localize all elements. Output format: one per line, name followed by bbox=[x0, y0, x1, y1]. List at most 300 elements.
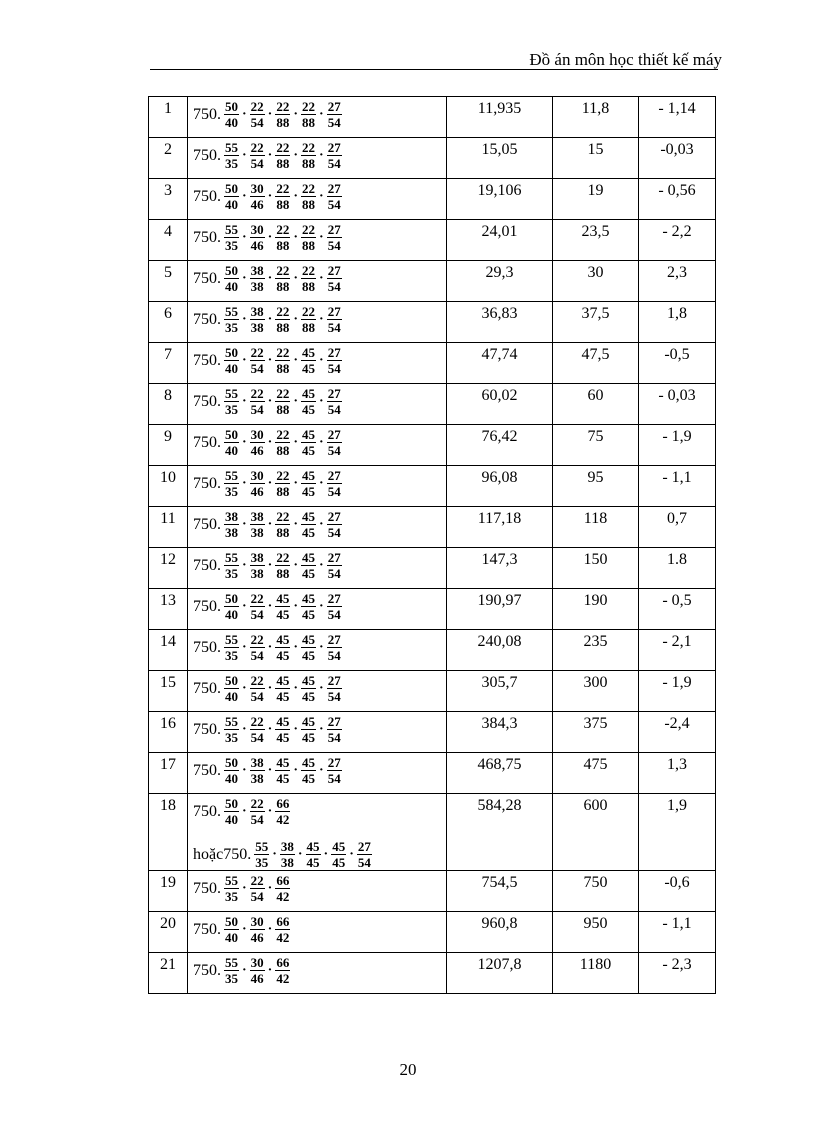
formula-cell bbox=[188, 589, 447, 630]
formula-line bbox=[188, 261, 446, 294]
standard-value-cell: 950 bbox=[553, 912, 639, 953]
fraction-denominator: 54 bbox=[327, 115, 341, 130]
multiply-dot: · bbox=[319, 393, 324, 409]
fraction-numerator: 50 bbox=[225, 914, 238, 929]
fraction-numerator: 38 bbox=[250, 304, 264, 319]
multiply-dot: · bbox=[242, 921, 247, 937]
formula-coefficient: 750. bbox=[193, 515, 221, 533]
multiply-dot: · bbox=[242, 106, 247, 122]
fraction-numerator: 30 bbox=[250, 427, 264, 442]
formula-cell bbox=[188, 912, 447, 953]
calculated-value-cell: 1207,8 bbox=[447, 953, 553, 994]
standard-value-cell: 37,5 bbox=[553, 302, 639, 343]
multiply-dot: · bbox=[242, 762, 247, 778]
multiply-dot: · bbox=[293, 598, 299, 614]
standard-value-cell: 150 bbox=[553, 548, 639, 589]
gear-ratio-fraction bbox=[327, 755, 342, 786]
fraction-denominator: 54 bbox=[327, 238, 341, 253]
gear-ratio-fraction bbox=[327, 140, 342, 171]
error-percent-cell: - 2,1 bbox=[639, 630, 716, 671]
gear-ratio-fraction bbox=[250, 673, 265, 704]
fraction-numerator: 38 bbox=[250, 550, 264, 565]
error-percent-cell: 1.8 bbox=[639, 548, 716, 589]
standard-value-cell: 235 bbox=[553, 630, 639, 671]
fraction-denominator: 54 bbox=[327, 156, 341, 171]
fraction-denominator: 54 bbox=[327, 402, 341, 417]
fraction-numerator: 50 bbox=[225, 591, 238, 606]
gear-ratio-fraction bbox=[250, 222, 265, 253]
row-index-cell: 16 bbox=[149, 712, 188, 753]
table-row bbox=[149, 138, 716, 179]
multiply-dot: · bbox=[242, 639, 247, 655]
calculated-value-cell: 96,08 bbox=[447, 466, 553, 507]
fraction-denominator: 88 bbox=[276, 320, 290, 335]
formula-cell bbox=[188, 794, 447, 871]
gear-ratio-fraction bbox=[224, 181, 239, 212]
fraction-denominator: 54 bbox=[327, 648, 341, 663]
ratio-table-body bbox=[149, 97, 716, 994]
gear-ratio-fraction bbox=[224, 591, 239, 622]
fraction-numerator: 22 bbox=[276, 427, 290, 442]
fraction-numerator: 22 bbox=[250, 796, 264, 811]
multiply-dot: · bbox=[267, 147, 273, 163]
multiply-dot: · bbox=[319, 598, 324, 614]
fraction-numerator: 50 bbox=[225, 99, 238, 114]
formula-coefficient: 750. bbox=[193, 105, 221, 123]
table-row bbox=[149, 953, 716, 994]
fraction-numerator: 27 bbox=[327, 550, 341, 565]
fraction-numerator: 27 bbox=[327, 222, 341, 237]
multiply-dot: · bbox=[267, 311, 273, 327]
gear-ratio-fraction bbox=[301, 632, 316, 663]
error-percent-cell: - 2,2 bbox=[639, 220, 716, 261]
fraction-denominator: 46 bbox=[250, 484, 264, 499]
formula-coefficient: 750. bbox=[193, 556, 221, 574]
fraction-numerator: 22 bbox=[302, 304, 316, 319]
formula-cell bbox=[188, 548, 447, 589]
fraction-denominator: 54 bbox=[327, 771, 341, 786]
formula-cell bbox=[188, 712, 447, 753]
standard-value-cell: 60 bbox=[553, 384, 639, 425]
formula-cell bbox=[188, 953, 447, 994]
formula-line bbox=[188, 953, 446, 986]
fraction-numerator: 45 bbox=[332, 839, 346, 854]
formula-line bbox=[188, 871, 446, 904]
fraction-numerator: 50 bbox=[225, 673, 238, 688]
fraction-denominator: 54 bbox=[327, 484, 341, 499]
fraction-numerator: 22 bbox=[250, 673, 264, 688]
table-row bbox=[149, 97, 716, 138]
table-row bbox=[149, 871, 716, 912]
page-header-title: Đồ án môn học thiết kế máy bbox=[529, 50, 722, 69]
fraction-numerator: 22 bbox=[302, 140, 316, 155]
row-index-cell: 9 bbox=[149, 425, 188, 466]
gear-ratio-fraction bbox=[250, 955, 265, 986]
multiply-dot: · bbox=[267, 229, 273, 245]
table-row bbox=[149, 261, 716, 302]
formula-coefficient: 750. bbox=[193, 961, 221, 979]
fraction-denominator: 35 bbox=[225, 156, 238, 171]
standard-value-cell: 23,5 bbox=[553, 220, 639, 261]
gear-ratio-fraction bbox=[327, 509, 342, 540]
formula-line bbox=[188, 589, 446, 622]
gear-ratio-fraction bbox=[327, 673, 342, 704]
gear-ratio-fraction bbox=[327, 632, 342, 663]
table-row bbox=[149, 753, 716, 794]
calculated-value-cell: 15,05 bbox=[447, 138, 553, 179]
fraction-denominator: 42 bbox=[276, 930, 290, 945]
multiply-dot: · bbox=[319, 557, 324, 573]
fraction-denominator: 88 bbox=[276, 443, 290, 458]
formula-line bbox=[188, 630, 446, 663]
row-index-cell: 7 bbox=[149, 343, 188, 384]
standard-value-cell: 375 bbox=[553, 712, 639, 753]
table-row bbox=[149, 384, 716, 425]
formula-coefficient: 750. bbox=[193, 187, 221, 205]
fraction-denominator: 40 bbox=[225, 812, 238, 827]
fraction-denominator: 45 bbox=[302, 771, 316, 786]
fraction-numerator: 50 bbox=[225, 263, 238, 278]
multiply-dot: · bbox=[349, 846, 354, 862]
gear-ratio-fraction bbox=[301, 468, 316, 499]
fraction-denominator: 54 bbox=[250, 812, 264, 827]
multiply-dot: · bbox=[293, 475, 299, 491]
multiply-dot: · bbox=[293, 147, 299, 163]
gear-ratio-fraction bbox=[254, 839, 269, 870]
table-row bbox=[149, 179, 716, 220]
fraction-numerator: 22 bbox=[276, 509, 290, 524]
fraction-denominator: 88 bbox=[276, 566, 290, 581]
fraction-denominator: 35 bbox=[225, 730, 238, 745]
table-row bbox=[149, 630, 716, 671]
fraction-denominator: 35 bbox=[255, 855, 269, 870]
gear-ratio-fraction bbox=[275, 673, 290, 704]
gear-ratio-fraction bbox=[275, 304, 290, 335]
fraction-denominator: 88 bbox=[276, 525, 290, 540]
formula-coefficient: 750. bbox=[193, 474, 221, 492]
multiply-dot: · bbox=[242, 557, 247, 573]
formula-line bbox=[188, 343, 446, 376]
gear-ratio-fraction bbox=[224, 955, 239, 986]
fraction-denominator: 45 bbox=[302, 689, 316, 704]
standard-value-cell: 19 bbox=[553, 179, 639, 220]
multiply-dot: · bbox=[242, 188, 247, 204]
fraction-numerator: 45 bbox=[302, 755, 316, 770]
formula-coefficient: 750. bbox=[193, 146, 221, 164]
multiply-dot: · bbox=[319, 188, 324, 204]
fraction-numerator: 38 bbox=[280, 839, 294, 854]
fraction-numerator: 22 bbox=[302, 181, 316, 196]
formula-coefficient: 750. bbox=[193, 802, 221, 820]
fraction-numerator: 30 bbox=[250, 181, 264, 196]
fraction-numerator: 22 bbox=[250, 345, 264, 360]
fraction-numerator: 27 bbox=[327, 673, 341, 688]
gear-ratio-fraction bbox=[275, 181, 290, 212]
formula-coefficient: 750. bbox=[193, 720, 221, 738]
multiply-dot: · bbox=[319, 147, 324, 163]
multiply-dot: · bbox=[242, 434, 247, 450]
calculated-value-cell: 11,935 bbox=[447, 97, 553, 138]
fraction-denominator: 40 bbox=[225, 771, 238, 786]
gear-ratio-fraction bbox=[224, 468, 239, 499]
fraction-denominator: 54 bbox=[250, 889, 264, 904]
fraction-numerator: 50 bbox=[225, 345, 238, 360]
gear-ratio-fraction bbox=[331, 839, 346, 870]
fraction-numerator: 27 bbox=[327, 632, 341, 647]
gear-ratio-fraction bbox=[301, 509, 316, 540]
gear-ratio-fraction bbox=[224, 140, 239, 171]
multiply-dot: · bbox=[293, 393, 299, 409]
formula-cell bbox=[188, 466, 447, 507]
table-row bbox=[149, 343, 716, 384]
multiply-dot: · bbox=[267, 762, 273, 778]
fraction-denominator: 40 bbox=[225, 279, 238, 294]
gear-ratio-fraction bbox=[327, 181, 342, 212]
fraction-denominator: 38 bbox=[250, 525, 264, 540]
multiply-dot: · bbox=[242, 803, 247, 819]
fraction-numerator: 50 bbox=[225, 427, 238, 442]
fraction-numerator: 38 bbox=[225, 509, 238, 524]
formula-line bbox=[188, 138, 446, 171]
multiply-dot: · bbox=[293, 516, 299, 532]
fraction-denominator: 35 bbox=[225, 238, 238, 253]
multiply-dot: · bbox=[267, 393, 273, 409]
error-percent-cell: -0,5 bbox=[639, 343, 716, 384]
fraction-denominator: 54 bbox=[250, 689, 264, 704]
fraction-numerator: 30 bbox=[250, 914, 264, 929]
fraction-denominator: 54 bbox=[327, 607, 341, 622]
gear-ratio-fraction bbox=[327, 591, 342, 622]
gear-ratio-fraction bbox=[250, 304, 265, 335]
formula-coefficient: 750. bbox=[193, 679, 221, 697]
gear-ratio-fraction bbox=[250, 914, 265, 945]
fraction-denominator: 54 bbox=[250, 648, 264, 663]
fraction-denominator: 45 bbox=[302, 648, 316, 663]
formula-cell bbox=[188, 220, 447, 261]
fraction-denominator: 88 bbox=[302, 115, 316, 130]
table-row bbox=[149, 220, 716, 261]
gear-ratio-fraction bbox=[301, 263, 316, 294]
error-percent-cell: - 0,03 bbox=[639, 384, 716, 425]
page-number: 20 bbox=[399, 1060, 417, 1079]
fraction-denominator: 45 bbox=[276, 771, 290, 786]
fraction-numerator: 22 bbox=[276, 181, 290, 196]
fraction-denominator: 54 bbox=[250, 730, 264, 745]
fraction-numerator: 66 bbox=[276, 914, 290, 929]
fraction-numerator: 27 bbox=[327, 468, 341, 483]
fraction-denominator: 54 bbox=[250, 156, 264, 171]
row-index-cell: 8 bbox=[149, 384, 188, 425]
fraction-denominator: 88 bbox=[302, 279, 316, 294]
fraction-numerator: 27 bbox=[327, 140, 341, 155]
fraction-numerator: 55 bbox=[225, 955, 238, 970]
table-row bbox=[149, 712, 716, 753]
gear-ratio-fraction bbox=[224, 304, 239, 335]
formula-cell bbox=[188, 97, 447, 138]
formula-coefficient: 750. bbox=[193, 310, 221, 328]
standard-value-cell: 30 bbox=[553, 261, 639, 302]
fraction-numerator: 45 bbox=[302, 550, 316, 565]
row-index-cell: 20 bbox=[149, 912, 188, 953]
fraction-numerator: 22 bbox=[250, 873, 264, 888]
fraction-denominator: 45 bbox=[302, 607, 316, 622]
standard-value-cell: 750 bbox=[553, 871, 639, 912]
multiply-dot: · bbox=[272, 846, 277, 862]
gear-ratio-fraction bbox=[224, 509, 239, 540]
fraction-numerator: 22 bbox=[302, 99, 316, 114]
fraction-numerator: 22 bbox=[276, 304, 290, 319]
gear-ratio-fraction bbox=[327, 714, 342, 745]
formula-coefficient: 750. bbox=[193, 638, 221, 656]
formula-cell bbox=[188, 179, 447, 220]
fraction-denominator: 40 bbox=[225, 930, 238, 945]
fraction-denominator: 40 bbox=[225, 361, 238, 376]
fraction-numerator: 45 bbox=[302, 632, 316, 647]
error-percent-cell: 1,9 bbox=[639, 794, 716, 871]
gear-ratio-fraction bbox=[224, 222, 239, 253]
row-index-cell: 19 bbox=[149, 871, 188, 912]
fraction-numerator: 27 bbox=[327, 99, 341, 114]
fraction-denominator: 40 bbox=[225, 443, 238, 458]
error-percent-cell: 1,3 bbox=[639, 753, 716, 794]
gear-ratio-fraction bbox=[275, 796, 290, 827]
multiply-dot: · bbox=[293, 229, 299, 245]
row-index-cell: 1 bbox=[149, 97, 188, 138]
gear-ratio-fraction bbox=[224, 755, 239, 786]
multiply-dot: · bbox=[267, 557, 273, 573]
fraction-numerator: 45 bbox=[302, 386, 316, 401]
gear-ratio-fraction bbox=[327, 263, 342, 294]
fraction-numerator: 27 bbox=[327, 509, 341, 524]
fraction-denominator: 40 bbox=[225, 607, 238, 622]
fraction-numerator: 45 bbox=[302, 345, 316, 360]
row-index-cell: 2 bbox=[149, 138, 188, 179]
fraction-numerator: 22 bbox=[276, 222, 290, 237]
gear-ratio-fraction bbox=[301, 345, 316, 376]
multiply-dot: · bbox=[267, 721, 273, 737]
gear-ratio-fraction bbox=[301, 427, 316, 458]
fraction-denominator: 40 bbox=[225, 115, 238, 130]
fraction-numerator: 22 bbox=[250, 386, 264, 401]
error-percent-cell: 0,7 bbox=[639, 507, 716, 548]
table-row bbox=[149, 794, 716, 871]
multiply-dot: · bbox=[319, 475, 324, 491]
gear-ratio-fraction bbox=[301, 99, 316, 130]
error-percent-cell: - 1,1 bbox=[639, 912, 716, 953]
row-index-cell: 17 bbox=[149, 753, 188, 794]
multiply-dot: · bbox=[242, 270, 247, 286]
fraction-numerator: 55 bbox=[225, 632, 238, 647]
calculated-value-cell: 190,97 bbox=[447, 589, 553, 630]
error-percent-cell: 1,8 bbox=[639, 302, 716, 343]
formula-cell bbox=[188, 871, 447, 912]
table-row bbox=[149, 466, 716, 507]
gear-ratio-fraction bbox=[224, 99, 239, 130]
multiply-dot: · bbox=[242, 880, 247, 896]
fraction-numerator: 45 bbox=[302, 509, 316, 524]
fraction-denominator: 88 bbox=[276, 197, 290, 212]
formula-cell bbox=[188, 261, 447, 302]
table-row bbox=[149, 671, 716, 712]
formula-line bbox=[188, 179, 446, 212]
formula-line bbox=[188, 97, 446, 130]
formula-line bbox=[188, 712, 446, 745]
multiply-dot: · bbox=[319, 721, 324, 737]
fraction-denominator: 38 bbox=[250, 771, 264, 786]
fraction-numerator: 22 bbox=[276, 550, 290, 565]
gear-ratio-fraction bbox=[327, 345, 342, 376]
gear-ratio-fraction bbox=[250, 873, 265, 904]
multiply-dot: · bbox=[319, 516, 324, 532]
gear-ratio-fraction bbox=[327, 386, 342, 417]
fraction-numerator: 22 bbox=[302, 222, 316, 237]
fraction-numerator: 55 bbox=[225, 140, 238, 155]
fraction-denominator: 54 bbox=[357, 855, 371, 870]
fraction-numerator: 45 bbox=[276, 755, 290, 770]
gear-ratio-fraction bbox=[275, 386, 290, 417]
gear-ratio-fraction bbox=[224, 914, 239, 945]
fraction-denominator: 88 bbox=[302, 238, 316, 253]
row-index-cell: 6 bbox=[149, 302, 188, 343]
fraction-numerator: 22 bbox=[276, 386, 290, 401]
formula-coefficient: 750. bbox=[193, 597, 221, 615]
error-percent-cell: - 2,3 bbox=[639, 953, 716, 994]
calculated-value-cell: 47,74 bbox=[447, 343, 553, 384]
row-index-cell: 11 bbox=[149, 507, 188, 548]
fraction-numerator: 55 bbox=[225, 386, 238, 401]
formula-line bbox=[188, 548, 446, 581]
fraction-numerator: 45 bbox=[302, 468, 316, 483]
multiply-dot: · bbox=[267, 803, 273, 819]
gear-ratio-fraction bbox=[275, 509, 290, 540]
gear-ratio-fraction bbox=[275, 955, 290, 986]
multiply-dot: · bbox=[293, 434, 299, 450]
gear-ratio-fraction bbox=[250, 468, 265, 499]
fraction-numerator: 55 bbox=[225, 550, 238, 565]
fraction-denominator: 45 bbox=[302, 566, 316, 581]
gear-ratio-fraction bbox=[280, 839, 295, 870]
formula-coefficient: 750. bbox=[193, 433, 221, 451]
row-index-cell: 4 bbox=[149, 220, 188, 261]
standard-value-cell: 75 bbox=[553, 425, 639, 466]
formula-line bbox=[188, 753, 446, 786]
gear-ratio-fraction bbox=[327, 550, 342, 581]
error-percent-cell: -2,4 bbox=[639, 712, 716, 753]
multiply-dot: · bbox=[267, 639, 273, 655]
gear-ratio-fraction bbox=[301, 673, 316, 704]
error-percent-cell: - 1,9 bbox=[639, 425, 716, 466]
multiply-dot: · bbox=[267, 475, 273, 491]
fraction-denominator: 42 bbox=[276, 889, 290, 904]
formula-line bbox=[188, 507, 446, 540]
fraction-numerator: 55 bbox=[225, 873, 238, 888]
gear-ratio-fraction bbox=[275, 99, 290, 130]
fraction-numerator: 66 bbox=[276, 873, 290, 888]
calculated-value-cell: 117,18 bbox=[447, 507, 553, 548]
fraction-numerator: 66 bbox=[276, 796, 290, 811]
gear-ratio-fraction bbox=[250, 345, 265, 376]
multiply-dot: · bbox=[319, 352, 324, 368]
fraction-denominator: 88 bbox=[276, 238, 290, 253]
fraction-numerator: 55 bbox=[225, 468, 238, 483]
formula-coefficient: hoặc750. bbox=[193, 845, 252, 863]
multiply-dot: · bbox=[242, 721, 247, 737]
row-index-cell: 5 bbox=[149, 261, 188, 302]
formula-line bbox=[188, 837, 446, 870]
fraction-numerator: 27 bbox=[327, 427, 341, 442]
gear-ratio-fraction bbox=[275, 140, 290, 171]
fraction-numerator: 45 bbox=[302, 427, 316, 442]
